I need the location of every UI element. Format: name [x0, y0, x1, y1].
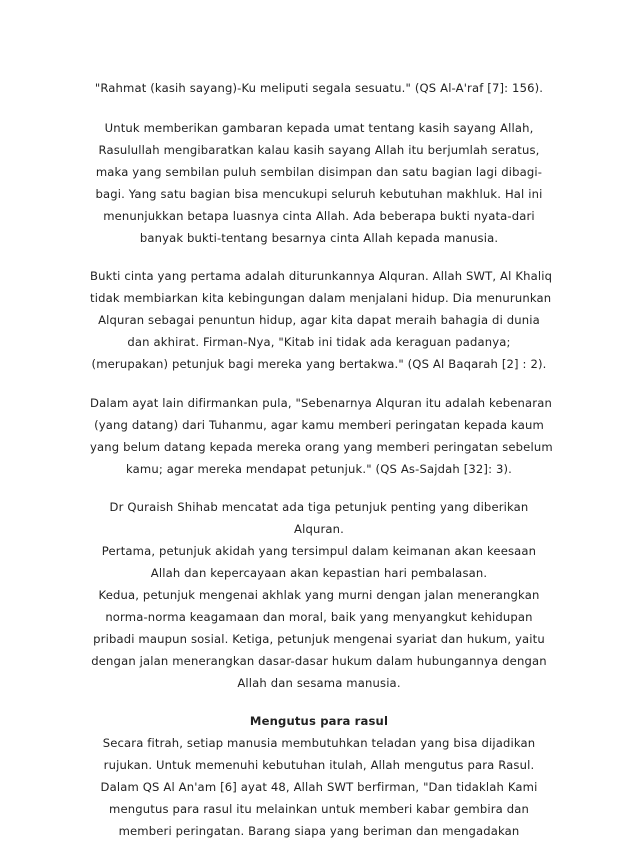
paragraph-5-line-7: pribadi maupun sosial. Ketiga, petunjuk mengenai syariat dan hukum, yaitu — [93, 632, 545, 646]
paragraph-2-line-4: bagi. Yang satu bagian bisa mencukupi seluruh kebutuhan makhluk. Hal ini — [95, 187, 543, 201]
paragraph-1-line-1: "Rahmat (kasih sayang)-Ku meliputi segala sesuatu." (QS Al-A'raf [7]: 156). — [94, 81, 544, 95]
paragraph-2-line-6: banyak bukti-tentang besarnya cinta Allah kepada manusia. — [139, 231, 499, 245]
paragraph-2-line-3: maka yang sembilan puluh sembilan disimpan dan satu bagian lagi dibagi- — [95, 165, 543, 179]
paragraph-4-line-1: Dalam ayat lain difirmankan pula, "Sebenarnya Alquran itu adalah kebenaran — [90, 396, 552, 410]
paragraph-5-line-1: Dr Quraish Shihab mencatat ada tiga petunjuk penting yang diberikan — [109, 500, 529, 514]
paragraph-6-line-2: rujukan. Untuk memenuhi kebutuhan itulah, Allah mengutus para Rasul. — [103, 758, 535, 772]
paragraph-6-line-4: mengutus para rasul itu melainkan untuk memberi kabar gembira dan — [109, 802, 529, 816]
paragraph-4-line-3: yang belum datang kepada mereka orang yang memberi peringatan sebelum — [90, 440, 553, 454]
paragraph-6-line-1: Secara fitrah, setiap manusia membutuhkan teladan yang bisa dijadikan — [102, 736, 536, 750]
paragraph-6-line-3: Dalam QS Al An'am [6] ayat 48, Allah SWT berfirman, "Dan tidaklah Kami — [100, 780, 538, 794]
paragraph-6-line-5: memberi peringatan. Barang siapa yang beriman dan mengadakan — [118, 824, 520, 838]
paragraph-3-line-4: dan akhirat. Firman-Nya, "Kitab ini tidak ada keraguan padanya; — [127, 335, 511, 349]
paragraph-2-line-5: menunjukkan betapa luasnya cinta Allah. Ada beberapa bukti nyata-dari — [103, 209, 535, 223]
paragraph-3-line-3: Alquran sebagai penuntun hidup, agar kita dapat meraih bahagia di dunia — [98, 313, 540, 327]
section-heading: Mengutus para rasul — [249, 714, 389, 728]
paragraph-5-line-6: norma-norma keagamaan dan moral, baik yang menyangkut kehidupan — [105, 610, 533, 624]
paragraph-4-line-4: kamu; agar mereka mendapat petunjuk." (QS As-Sajdah [32]: 3). — [125, 462, 513, 476]
paragraph-2-line-2: Rasulullah mengibaratkan kalau kasih sayang Allah itu berjumlah seratus, — [98, 143, 540, 157]
paragraph-5-line-9: Allah dan sesama manusia. — [237, 676, 401, 690]
paragraph-3-line-2: tidak membiarkan kita kebingungan dalam menjalani hidup. Dia menurunkan — [90, 291, 552, 305]
paragraph-5-line-4: Allah dan kepercayaan akan kepastian hari pembalasan. — [150, 566, 488, 580]
paragraph-3-line-5: (merupakan) petunjuk bagi mereka yang bertakwa." (QS Al Baqarah [2] : 2). — [91, 357, 547, 371]
paragraph-2-line-1: Untuk memberikan gambaran kepada umat tentang kasih sayang Allah, — [104, 121, 534, 135]
paragraph-5-line-5: Kedua, petunjuk mengenai akhlak yang murni dengan jalan menerangkan — [98, 588, 540, 602]
paragraph-5-line-8: dengan jalan menerangkan dasar-dasar hukum dalam hubungannya dengan — [91, 654, 547, 668]
paragraph-5-line-3: Pertama, petunjuk akidah yang tersimpul dalam keimanan akan keesaan — [101, 544, 537, 558]
paragraph-5-line-2: Alquran. — [294, 522, 344, 536]
paragraph-4-line-2: (yang datang) dari Tuhanmu, agar kamu memberi peringatan kepada kaum — [94, 418, 544, 432]
paragraph-3-line-1: Bukti cinta yang pertama adalah diturunkannya Alquran. Allah SWT, Al Khaliq — [90, 269, 553, 283]
